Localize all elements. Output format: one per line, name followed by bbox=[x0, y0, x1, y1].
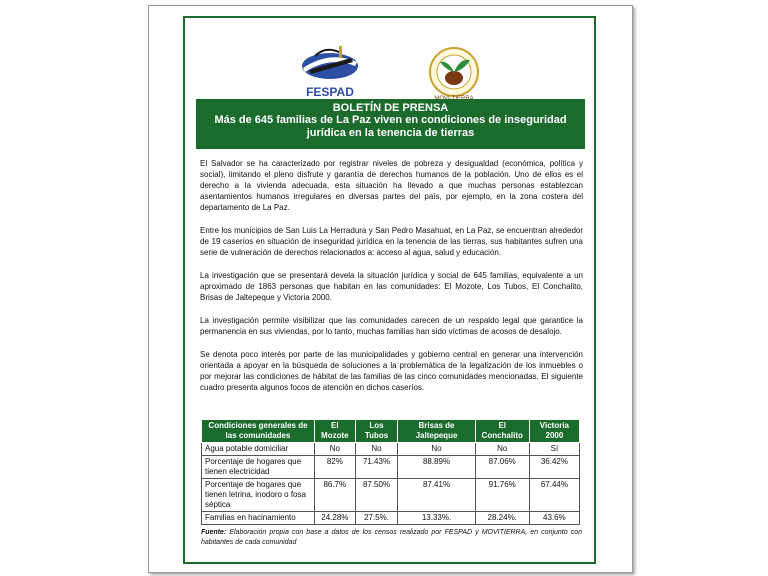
table-cell: 86.7% bbox=[315, 479, 356, 512]
table-cell: 67.44% bbox=[529, 479, 579, 512]
row-label: Porcentaje de hogares que tienen electricidad bbox=[202, 456, 315, 479]
table-row bbox=[202, 512, 580, 525]
header-los-tubos: Los Tubos bbox=[355, 420, 398, 443]
table-cell: No bbox=[398, 443, 475, 456]
row-label: Familias en hacinamiento bbox=[202, 512, 315, 525]
logo-row bbox=[185, 32, 594, 104]
paragraph-2: Entre los municipios de San Luis La Herradura y San Pedro Masahuat, en La Paz, se encuentran alrededor de 19 caseríos en situación de inseguridad jurídica en la tenencia de las tierras, sus habitantes sufren una serie de vulneración de derechos relacionados a: acceso al agua, salud y educación. bbox=[200, 226, 583, 257]
table-cell: 91.76% bbox=[475, 479, 529, 512]
table-header-row bbox=[202, 420, 580, 443]
seedling-seal-icon bbox=[418, 46, 490, 102]
table-cell: 24.28% bbox=[315, 512, 356, 525]
row-label: Agua potable domiciliar bbox=[202, 443, 315, 456]
table-row bbox=[202, 443, 580, 456]
header-conditions: Condiciones generales de las comunidades bbox=[202, 420, 315, 443]
paragraph-4: La investigación permite visibilizar que las comunidades carecen de un respaldo legal que garantice la permanencia en sus viviendas, por lo tanto, muchas familias han sido víctimas de acosos de desalojo. bbox=[200, 316, 583, 336]
table-cell: Sí bbox=[529, 443, 579, 456]
table-cell: No bbox=[315, 443, 356, 456]
fespad-emblem-icon bbox=[295, 40, 365, 102]
table-cell: 13.33%. bbox=[398, 512, 475, 525]
table-cell: 36.42% bbox=[529, 456, 579, 479]
bulletin-headline: Más de 645 familias de La Paz viven en condiciones de inseguridad jurídica en la tenencia de tierras bbox=[214, 114, 567, 139]
header-victoria: Victoria 2000 bbox=[529, 420, 579, 443]
fespad-logo bbox=[295, 40, 365, 102]
paragraph-3: La investigación que se presentará devela la situación jurídica y social de 645 familias, equivalente a un aproximado de 1863 personas que habitan en las comunidades: El Mozote, Los Tubos, El Conchalito, Brisas de Jaltepeque y Victoria 2000. bbox=[200, 271, 583, 302]
table-cell: 71.43% bbox=[355, 456, 398, 479]
table-cell: 87.06% bbox=[475, 456, 529, 479]
table-cell: 82% bbox=[315, 456, 356, 479]
source-note bbox=[201, 528, 582, 548]
table-cell: 43.6% bbox=[529, 512, 579, 525]
document-frame bbox=[183, 16, 596, 564]
header-brisas: Brisas de Jaltepeque bbox=[398, 420, 475, 443]
header-el-mozote: El Mozote bbox=[315, 420, 356, 443]
title-band bbox=[196, 99, 585, 149]
table-cell: No bbox=[355, 443, 398, 456]
table-cell: 87.41% bbox=[398, 479, 475, 512]
table-cell: 88.89% bbox=[398, 456, 475, 479]
fespad-wordmark: FESPAD bbox=[306, 85, 354, 99]
bulletin-kicker: BOLETÍN DE PRENSA bbox=[332, 102, 449, 114]
table-cell: 87.50% bbox=[355, 479, 398, 512]
press-release-page bbox=[148, 5, 633, 573]
table-cell: 27.5%. bbox=[355, 512, 398, 525]
movitierra-logo bbox=[418, 46, 490, 102]
community-conditions-table bbox=[201, 419, 580, 525]
row-label: Porcentaje de hogares que tienen letrina, inodoro o fosa séptica bbox=[202, 479, 315, 512]
table-cell: 28.24%. bbox=[475, 512, 529, 525]
header-el-conchalito: El Conchalito bbox=[475, 420, 529, 443]
table-row bbox=[202, 479, 580, 512]
source-label: Fuente: bbox=[201, 529, 227, 536]
table-cell: No bbox=[475, 443, 529, 456]
body-text bbox=[200, 158, 583, 405]
table-row bbox=[202, 456, 580, 479]
source-text: Elaboración propia con base a datos de los censos realizado por FESPAD y MOVITIERRA, en conjunto con habitantes de cada comunidad bbox=[201, 529, 582, 546]
paragraph-5: Se denota poco interés por parte de las municipalidades y gobierno central en generar una intervención orientada a apoyar en la búsqueda de soluciones a la problemática de la legalización de los inmuebles o por mejorar las condiciones de hábitat de las familias de las cinco comunidades mencionadas. El siguiente cuadro presenta algunos focos de atención en dichos caseríos. bbox=[200, 350, 583, 392]
paragraph-1: El Salvador se ha caracterizado por registrar niveles de pobreza y desigualdad (económica, política y social), limitando el pleno disfrute y garantía de derechos humanos de la población. Uno de ellos es el derecho a la vivienda adecuada, esta situación ha llevado a que muchas personas establezcan asentamientos humanos irregulares en diversas partes del país, por ejemplo, en la zona costera del departamento de La Paz. bbox=[200, 159, 583, 212]
